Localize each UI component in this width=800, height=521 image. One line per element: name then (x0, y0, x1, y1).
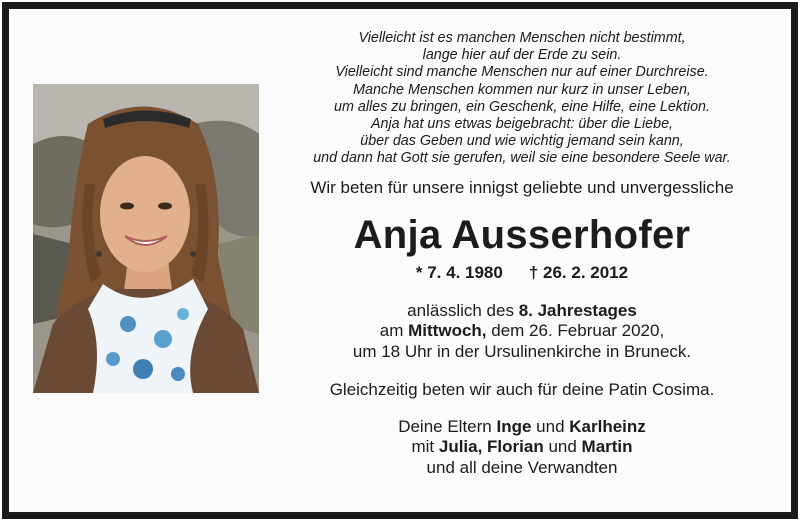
sibling-names: Julia, Florian (438, 437, 544, 457)
text-span: am (379, 321, 409, 341)
poem-line: um alles zu bringen, ein Geschenk, eine Hilfe, eine Lektion. (334, 98, 710, 115)
life-dates (282, 262, 762, 284)
mass-location-line: um 18 Uhr in der Ursulinenkirche in Bruneck. (352, 341, 692, 361)
obituary-text (282, 30, 762, 478)
siblings-line (282, 437, 762, 458)
text-span: und (531, 416, 570, 436)
parents-line (282, 417, 762, 438)
poem-line: Vielleicht sind manche Menschen nur auf einer Durchreise. (335, 64, 709, 81)
weekday: Mittwoch, (408, 321, 487, 341)
poem-line: und dann hat Gott sie gerufen, weil sie eine besondere Seele war. (313, 150, 731, 167)
parent-name: Karlheinz (569, 416, 646, 436)
godmother-line: Gleichzeitig beten wir auch für deine Patin Cosima. (329, 380, 715, 400)
deceased-name: Anja Ausserhofer (353, 212, 691, 257)
mass-date-line (282, 321, 762, 342)
memorial-poem (282, 30, 762, 168)
intro-line: Wir beten für unsere innigst geliebte und unvergessliche (310, 177, 734, 197)
birth-date: * 7. 4. 1980 (415, 262, 503, 282)
text-span: mit (411, 437, 439, 457)
sibling-name: Martin (581, 437, 633, 457)
poem-line: Vielleicht ist es manchen Menschen nicht bestimmt, (358, 30, 686, 46)
text-span: anlässlich des (407, 300, 519, 320)
relatives-line: und all deine Verwandten (426, 457, 618, 477)
anniversary-number: 8. Jahrestages (518, 300, 637, 320)
death-date: † 26. 2. 2012 (528, 262, 629, 282)
text-span: und (543, 437, 582, 457)
anniversary-line (282, 301, 762, 322)
poem-line: Manche Menschen kommen nur kurz in unser Leben, (353, 81, 691, 98)
anniversary-notice (282, 301, 762, 363)
portrait-photo (33, 84, 259, 393)
family-signature (282, 417, 762, 479)
poem-line: lange hier auf der Erde zu sein. (422, 47, 622, 64)
text-span: Deine Eltern (398, 416, 497, 436)
parent-name: Inge (496, 416, 532, 436)
text-span: dem 26. Februar 2020, (486, 321, 665, 341)
portrait-illustration (33, 84, 259, 393)
poem-line: Anja hat uns etwas beigebracht: über die Liebe, (370, 116, 674, 133)
poem-line: über das Geben und wie wichtig jemand sein kann, (360, 133, 684, 150)
